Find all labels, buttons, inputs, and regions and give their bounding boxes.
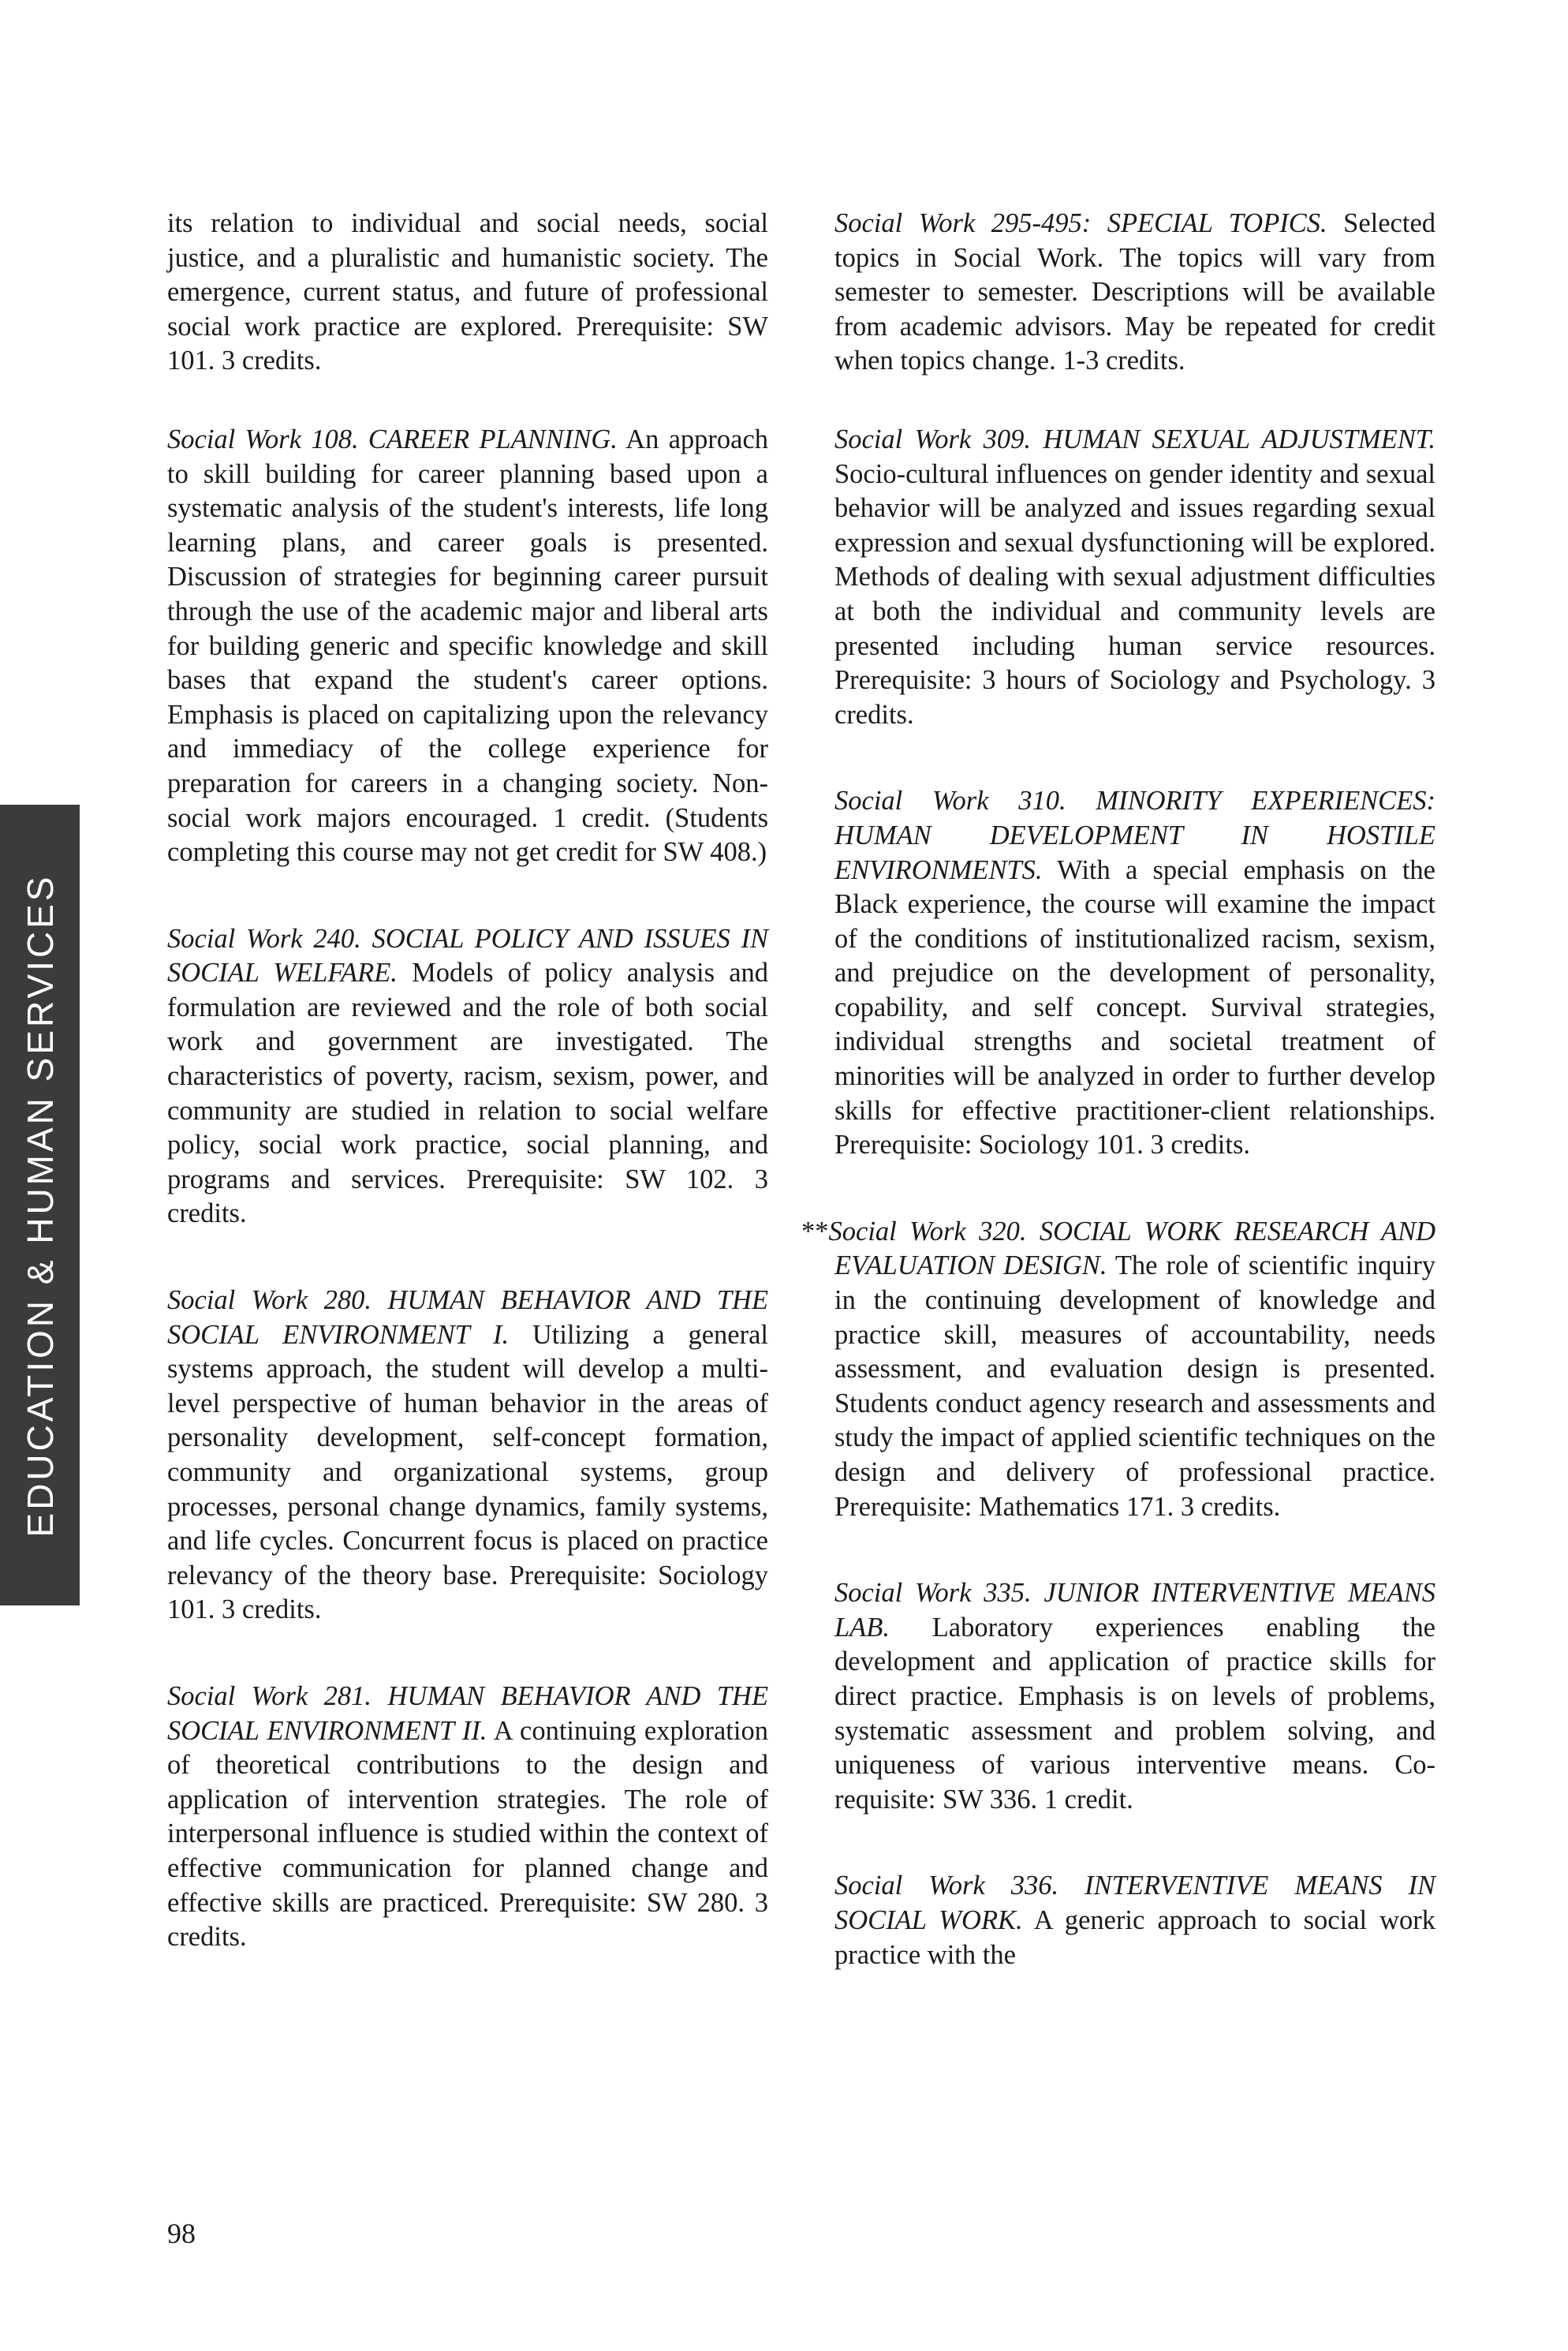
course-description: Selected topics in Social Work. The topics will vary from semester to semester. Descriptions will be available from academic advisors. May be repeated for credit when topics change. 1-3 credits.: [834, 208, 1436, 376]
course-number: Social Work 335.: [834, 1578, 1032, 1609]
course-title: HUMAN SEXUAL ADJUSTMENT.: [1043, 424, 1435, 454]
course-entry-sw108: [167, 423, 768, 870]
course-number: Social Work 320.: [828, 1216, 1027, 1247]
course-entry-sw336: [834, 1869, 1435, 1972]
intro-paragraph: its relation to individual and social needs, social justice, and a pluralistic and humanistic society. The emergence, current status, and future of professional social work practice are explored. Prerequisite: SW 101. 3 credits.: [167, 208, 768, 376]
course-number: Social Work 240.: [167, 923, 361, 954]
course-entry-sw281: [167, 1680, 768, 1955]
course-description: A continuing exploration of theoretical contributions to the design and application of intervention strategies. The role of interpersonal influence is studied within the context of effective communication for planned change and effective skills are practiced. Prerequisite: SW 280. 3 credits.: [167, 1715, 768, 1953]
course-description: A generic approach to social work practice with the: [834, 1904, 1435, 1970]
right-column: [801, 207, 1436, 2024]
page-number: 98: [167, 2218, 196, 2249]
course-description: With a special emphasis on the Black experience, the course will examine the impact of the conditions of institutionalized racism, sexism, and prejudice on the development of personality, copability, and self concept. Survival strategies, individual strengths and societal treatment of minorities will be analyzed in order to further develop skills for effective practitioner-client relationships. Prerequisite: Sociology 101. 3 credits.: [834, 854, 1435, 1161]
side-tab-label: EDUCATION & HUMAN SERVICES: [19, 873, 61, 1537]
course-entry-sw295: [834, 207, 1435, 379]
course-entry-sw280: [167, 1284, 768, 1628]
double-asterisk-marker: **: [801, 1216, 829, 1247]
course-title: INTERVENTIVE MEANS IN SOCIAL WORK.: [834, 1871, 1436, 1935]
course-title: MINORITY EXPERIENCES: HUMAN DEVELOPMENT IN HOSTILE ENVIRONMENTS.: [834, 786, 1436, 885]
course-entry-sw335: [834, 1576, 1435, 1817]
course-entry-sw309: [834, 423, 1435, 732]
course-number: Social Work 295-495:: [834, 208, 1092, 238]
course-title: SOCIAL POLICY AND ISSUES IN SOCIAL WELFARE.: [167, 923, 769, 989]
course-description: Utilizing a general systems approach, the student will develop a multi-level perspective of human behavior in the areas of personality development, self-concept formation, community and organizational systems, group processes, personal change dynamics, family systems, and life cycles. Concurrent focus is placed on practice relevancy of the theory base. Prerequisite: Sociology 101. 3 credits.: [167, 1319, 768, 1625]
course-entry-sw240: [167, 922, 768, 1232]
course-number: Social Work 309.: [834, 424, 1032, 454]
course-description: An approach to skill building for career planning based upon a systematic analysis of the student's interests, life long learning plans, and career goals is presented. Discussion of strategies for beginning career pursuit through the use of the academic major and liberal arts for building generic and specific knowledge and skill bases that expand the student's career options. Emphasis is placed on capitalizing upon the relevancy and immediacy of the college experience for preparation for careers in a changing society. Non-social work majors encouraged. 1 credit. (Students completing this course may not get credit for SW 408.): [167, 424, 769, 868]
course-title: SOCIAL WORK RESEARCH AND EVALUATION DESIGN.: [834, 1216, 1436, 1281]
course-number: Social Work 310.: [834, 786, 1066, 817]
left-column: [167, 207, 768, 2007]
course-title: SPECIAL TOPICS.: [1107, 208, 1327, 238]
course-number: Social Work 280.: [167, 1285, 372, 1316]
course-number: Social Work 336.: [834, 1871, 1059, 1901]
course-number: Social Work 281.: [167, 1680, 372, 1711]
course-number: Social Work 108.: [167, 424, 359, 454]
course-description: Models of policy analysis and formulation are reviewed and the role of both social work and government are investigated. The characteristics of poverty, racism, sexism, power, and community are studied in relation to social welfare policy, social work practice, social planning, and programs and services. Prerequisite: SW 102. 3 credits.: [167, 958, 769, 1229]
course-entry-sw310: [834, 784, 1435, 1163]
course-description: Laboratory experiences enabling the development and application of practice skills for direct practice. Emphasis is on levels of problems, systematic assessment and problem solving, and uniqueness of various interventive means. Co-requisite: SW 336. 1 credit.: [834, 1612, 1435, 1815]
course-entry-sw320: [801, 1215, 1436, 1524]
course-description: The role of scientific inquiry in the continuing development of knowledge and practice skill, measures of accountability, needs assessment, and evaluation design is presented. Students conduct agency research and assessments and study the impact of applied scientific techniques on the design and delivery of professional practice. Prerequisite: Mathematics 171. 3 credits.: [834, 1250, 1435, 1522]
course-description: Socio-cultural influences on gender identity and sexual behavior will be analyzed and issues regarding sexual expression and sexual dysfunctioning will be explored. Methods of dealing with sexual adjustment difficulties at both the individual and community levels are presented including human service resources. Prerequisite: 3 hours of Sociology and Psychology. 3 credits.: [834, 458, 1435, 730]
course-title: HUMAN BEHAVIOR AND THE SOCIAL ENVIRONMENT I.: [167, 1285, 769, 1350]
course-title: HUMAN BEHAVIOR AND THE SOCIAL ENVIRONMENT II.: [167, 1680, 769, 1746]
course-title: CAREER PLANNING.: [368, 424, 618, 454]
course-title: JUNIOR INTERVENTIVE MEANS LAB.: [834, 1578, 1436, 1643]
side-tab: [0, 805, 80, 1605]
